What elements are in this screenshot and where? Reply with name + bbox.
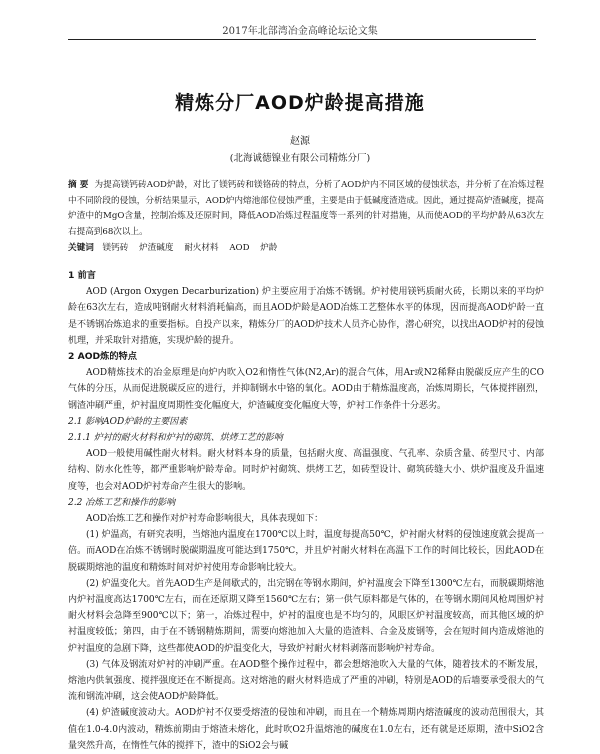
author: 赵源 bbox=[290, 136, 310, 147]
paragraph: (3) 气体及钢流对炉衬的冲刷严重。在AOD整个操作过程中，都会想熔池吹入大量的气体，随着技术的不断发展，熔池内供氧强度、搅拌强度还在不断提高。这对熔池的耐火材料造成了严重的冲刷，特别是AOD的后墙要承受很大的气流和钢流冲刷，这会使AOD炉龄降低。 bbox=[68, 659, 544, 703]
keyword: AOD bbox=[229, 243, 250, 253]
paragraph: AOD冶炼工艺和操作对炉衬寿命影响很大，具体表现如下： bbox=[86, 514, 324, 525]
subsection-heading: 2.1.1 炉衬的耐火材料和炉衬的砌筑、烘烤工艺的影响 bbox=[68, 433, 283, 444]
keyword: 炉渣碱度 bbox=[139, 243, 174, 253]
keyword: 耐火材料 bbox=[184, 243, 219, 253]
header-rule bbox=[68, 39, 536, 40]
paragraph: (2) 炉温变化大。首先AOD生产是间歇式的，出完钢在等钢水期间，炉衬温度会下降至1300℃左右，而脱碳期熔池内炉衬温度高达1700℃左右，而在还原期又降至1560℃左右；第一供气原料都是气体的，在等钢水期间风枪周围炉衬耐火材料会急降至900℃以下；第一，冶炼过程中，炉衬的温度也是不均匀的，风眼区炉衬温度较高，而其他区域的炉衬温度较低；第四，由于在不锈钢精炼期间，需要向熔池加入大量的造渣料、合金及废钢等，会在短时间内造成熔池的炉衬温度的急剧下降，这些都使AOD的炉温变化大，导致炉衬耐火材料剥落而影响炉衬寿命。 bbox=[68, 578, 544, 654]
keywords-label: 关键词 bbox=[68, 243, 94, 253]
paragraph: (1) 炉温高，有研究表明，当熔池内温度在1700℃以上时，温度每提高50℃，炉衬耐火材料的侵蚀速度就会提高一倍。而AOD在冶炼不锈钢时脱碳期温度可能达到1750℃，并且炉衬耐火材料在高温下工作的时间比较长，因此AOD在脱碳期熔池的温度和精炼时间对炉衬使用寿命影响比较大。 bbox=[68, 530, 544, 573]
paragraph: AOD精炼技术的冶金原理是向炉内吹入O2和惰性气体(N2,Ar)的混合气体，用Ar或N2稀释由脱碳反应产生的CO气体的分压，从而促进脱碳反应的进行，并抑制钢水中铬的氧化。AOD由于精炼温度高，冶炼周期长，气体搅拌剧烈，钢渣冲刷严重，炉衬温度周期性变化幅度大，炉渣碱度变化幅度大等，炉衬工作条件十分恶劣。 bbox=[68, 368, 544, 411]
body-text bbox=[68, 268, 544, 754]
running-header: 2017年北部湾冶金高峰论坛论文集 bbox=[222, 26, 378, 37]
abstract bbox=[68, 178, 544, 240]
abstract-label: 摘 要 bbox=[68, 180, 89, 190]
paragraph: AOD (Argon Oxygen Decarburization) 炉主要应用于冶炼不锈钢。炉衬使用镁钙质耐火砖，长期以来的平均炉龄在63次左右，造成吨钢耐火材料消耗偏高，而且AOD炉龄是AOD冶炼工艺整体水平的体现，因而提高AOD炉龄一直是不锈钢冶炼追求的重要指标。自投产以来，精炼分厂的AOD炉技术人员齐心协作，潜心研究，以找出AOD炉衬的侵蚀机理，并采取针对措施，实现炉龄的提升。 bbox=[68, 287, 544, 346]
section-heading: 2 AOD炼的特点 bbox=[68, 351, 137, 363]
section-heading: 1 前言 bbox=[68, 270, 96, 281]
keywords bbox=[68, 240, 544, 256]
abstract-text: 为提高镁钙砖AOD炉龄，对比了镁钙砖和镁铬砖的特点，分析了AOD炉内不同区域的侵蚀状态，并分析了在冶炼过程中不同阶段的侵蚀，分析结果显示，AOD炉内熔池部位侵蚀严重，主要是由于低碱度渣造成。因此，通过提高炉渣碱度，提高炉渣中的MgO含量，控制冶炼及还原时间，降低AOD冶炼过程温度等一系列的针对措施，从而使AOD的平均炉龄从63次左右提高到68次以上。 bbox=[68, 180, 544, 237]
paragraph: AOD一般使用碱性耐火材料。耐火材料本身的质量，包括耐火度、高温强度、气孔率、杂质含量、砖型尺寸、内部结构、防水化性等，都严重影响炉龄寿命。同时炉衬砌筑、烘烤工艺，如砖型设计、砌筑砖缝大小、烘炉温度及升温速度等，也会对AOD炉衬寿命产生很大的影响。 bbox=[68, 449, 544, 492]
subsection-heading: 2.2 冶炼工艺和操作的影响 bbox=[68, 497, 176, 508]
subsection-heading: 2.1 影响AOD炉龄的主要因素 bbox=[68, 416, 188, 427]
paper-title: 精炼分厂AOD炉龄提高措施 bbox=[175, 92, 425, 114]
keyword: 炉龄 bbox=[260, 243, 278, 253]
keyword: 镁钙砖 bbox=[102, 243, 129, 253]
affiliation: (北海诚德镍业有限公司精炼分厂) bbox=[229, 153, 371, 164]
paragraph: (4) 炉渣碱度波动大。AOD炉衬不仅要受熔渣的侵蚀和冲刷，而且在一个精炼周期内熔渣碱度的波动范围很大，其值在1.0-4.0内波动，精炼前期由于熔渣未熔化，此时吹O2升温熔池的碱度在1.0左右，还有就是还原期，渣中SiO2含量突然升高，在惰性气体的搅拌下，渣中的SiO2会与碱 bbox=[68, 708, 544, 751]
